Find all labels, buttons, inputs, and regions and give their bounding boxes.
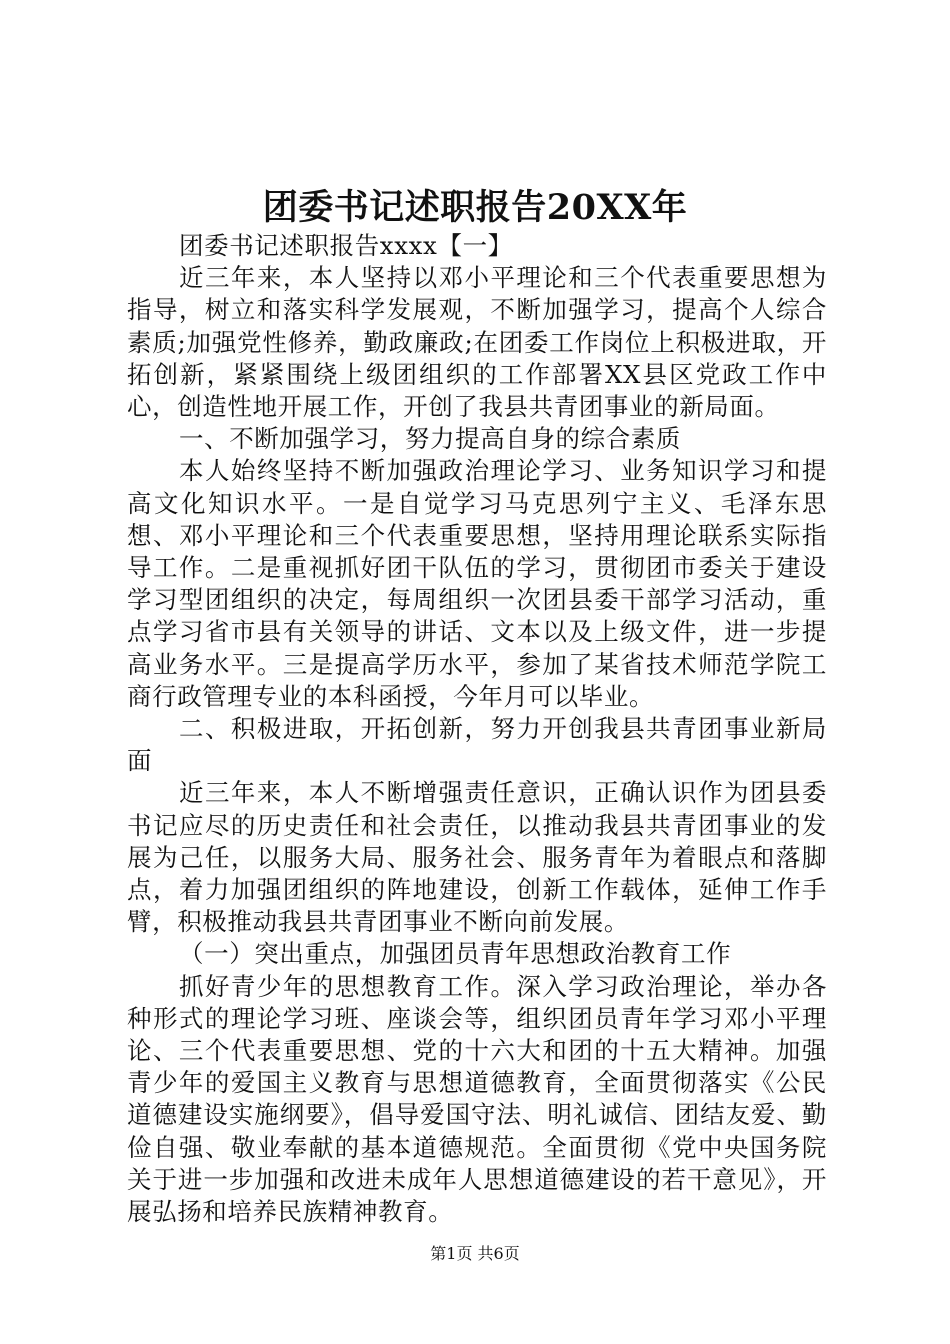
body-paragraph: 抓好青少年的思想教育工作。深入学习政治理论，举办各种形式的理论学习班、座谈会等，组织团员青年学习邓小平理论、三个代表重要思想、党的十六大和团的十五大精神。加强青少年的爱国主义教育与思想道德教育，全面贯彻落实《公民道德建设实施纲要》，倡导爱国守法、明礼诚信、团结友爱、勤俭自强、敬业奉献的基本道德规范。全面贯彻《党中央国务院关于进一步加强和改进未成年人思想道德建设的若干意见》，开展弘扬和培养民族精神教育。 <box>127 971 827 1227</box>
report-subtitle: 团委书记述职报告xxxx【一】 <box>179 231 513 260</box>
section-heading: 一、不断加强学习，努力提高自身的综合素质 <box>179 424 681 454</box>
body-paragraph: 本人始终坚持不断加强政治理论学习、业务知识学习和提高文化知识水平。一是自觉学习马克思列宁主义、毛泽东思想、邓小平理论和三个代表重要思想，坚持用理论联系实际指导工作。二是重视抓好团干队伍的学习，贯彻团市委关于建设学习型团组织的决定，每周组织一次团县委干部学习活动，重点学习省市县有关领导的讲话、文本以及上级文件，进一步提高业务水平。三是提高学历水平，参加了某省技术师范学院工商行政管理专业的本科函授，今年月可以毕业。 <box>127 456 827 711</box>
subsection-heading: （一）突出重点，加强团员青年思想政治教育工作 <box>179 939 732 969</box>
document-title: 团委书记述职报告20XX年 <box>262 187 688 228</box>
body-paragraph: 近三年来，本人坚持以邓小平理论和三个代表重要思想为指导，树立和落实科学发展观，不断加强学习，提高个人综合素质;加强党性修养，勤政廉政;在团委工作岗位上积极进取，开拓创新，紧紧围绕上级团组织的工作部署XX县区党政工作中心，创造性地开展工作，开创了我县共青团事业的新局面。 <box>127 263 827 422</box>
document-body <box>127 230 827 1228</box>
body-paragraph: 近三年来，本人不断增强责任意识，正确认识作为团县委书记应尽的历史责任和社会责任，以推动我县共青团事业的发展为己任，以服务大局、服务社会、服务青年为着眼点和落脚点，着力加强团组织的阵地建设，创新工作载体，延伸工作手臂，积极推动我县共青团事业不断向前发展。 <box>127 778 827 937</box>
section-heading: 二、积极进取，开拓创新，努力开创我县共青团事业新局面 <box>127 714 827 776</box>
page-number-footer: 第1页 共6页 <box>430 1244 520 1263</box>
